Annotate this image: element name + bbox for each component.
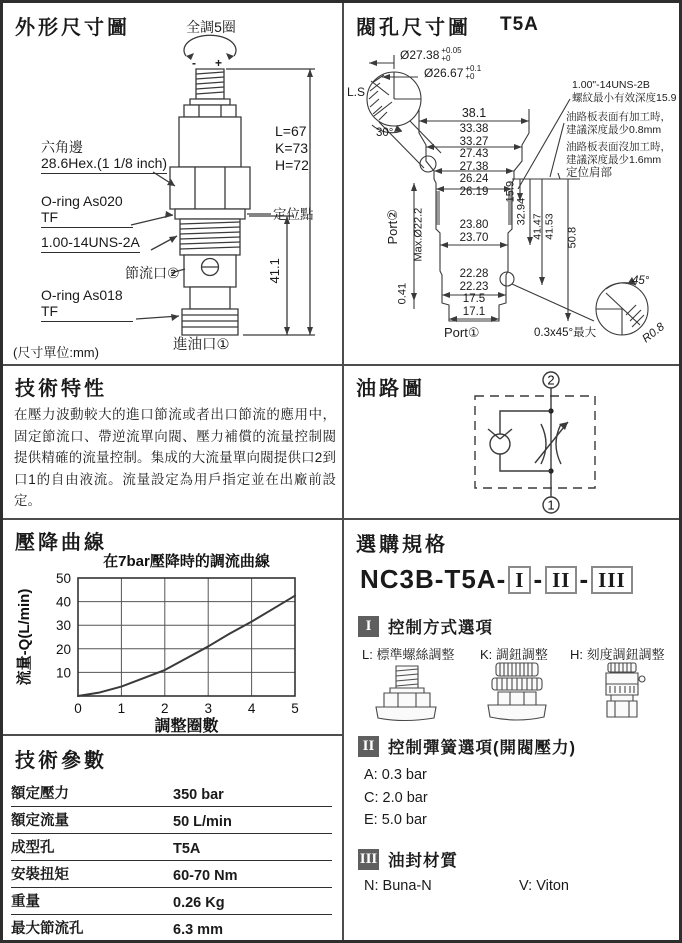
chamfer-label: 0.3x45°最大	[534, 327, 597, 339]
surface-note-machined: 油路板表面有加工時， 建議深度最少0.8mm	[566, 111, 671, 137]
ordering-title: 選購規格	[356, 534, 448, 556]
option-H-label: H: 刻度調鈕調整	[570, 647, 665, 662]
seal-material-header	[358, 847, 458, 871]
dia-26-67-tolerance: +0.1 +0	[465, 64, 482, 82]
dim-H: H=72	[275, 156, 309, 173]
spring-option-a: A: 0.3 bar	[364, 767, 427, 783]
dim-0-41: 0.41	[396, 282, 409, 305]
outline-title: 外形尺寸圖	[15, 17, 130, 39]
dia-27-38-tolerance: +0.05 +0	[441, 46, 462, 64]
oring018-label: O-ring As018	[41, 287, 123, 303]
table-row: 成型孔 T5A	[11, 834, 332, 861]
model-slot-2: II	[545, 566, 577, 594]
svg-text:4: 4	[247, 701, 256, 716]
roman-2-badge: II	[358, 736, 379, 757]
curve-section	[3, 520, 344, 736]
shoulder-label: 定位肩部	[566, 167, 612, 179]
svg-text:20: 20	[55, 641, 71, 657]
dia-26-67-value: Ø26.67	[424, 66, 464, 81]
ordering-section	[344, 520, 679, 940]
table-row: 安裝扭矩 60-70 Nm	[11, 861, 332, 888]
dim-41-1: 41.1	[267, 258, 283, 284]
table-row: 重量 0.26 Kg	[11, 888, 332, 915]
hex-label-line1: 六角邊	[41, 139, 83, 155]
svg-text:40: 40	[55, 594, 71, 610]
seal-option-n: N: Buna-N	[364, 878, 432, 894]
spring-option-header	[358, 734, 576, 758]
oring020-label: O-ring As020	[41, 193, 123, 209]
unit-note: (尺寸單位:mm)	[13, 345, 99, 360]
minus-mark: -	[192, 56, 196, 70]
roman-1-badge: I	[358, 616, 379, 637]
features-section	[3, 366, 344, 520]
model-slot-1: I	[508, 566, 531, 594]
model-code: NC3B-T5A - I - II - III	[360, 564, 635, 595]
model-slot-3: III	[591, 566, 633, 594]
specs-title: 技術參數	[15, 750, 107, 772]
circuit-port2-label: 2	[547, 372, 555, 388]
seal-material-title: 油封材質	[388, 852, 458, 870]
dim-23-80: 23.80 23.70	[459, 219, 489, 244]
angle-30-label: 30°	[376, 127, 394, 139]
svg-text:3: 3	[204, 701, 212, 716]
outline-dimension-section	[3, 3, 344, 366]
svg-text:10: 10	[55, 665, 71, 681]
svg-text:在7bar壓降時的調流曲線: 在7bar壓降時的調流曲線	[103, 553, 270, 570]
svg-text:5: 5	[291, 701, 299, 716]
adjust-option-l-drawing	[374, 664, 438, 724]
dia-27-38	[400, 47, 462, 64]
cavity-model: T5A	[500, 14, 539, 35]
inlet-port-label: 進油口①	[173, 337, 230, 353]
svg-text:50: 50	[55, 571, 71, 586]
port1-label: Port①	[444, 325, 480, 340]
specs-table	[11, 780, 332, 942]
svg-text:調整圈數: 調整圈數	[154, 718, 219, 734]
dim-17-5: 17.5 17.1	[462, 293, 486, 318]
full-adjust-label: 全調5圈	[186, 19, 236, 35]
thread-note: 1.00"-14UNS-2B 螺紋最小有效深度15.9	[572, 79, 677, 105]
spring-option-c: C: 2.0 bar	[364, 790, 428, 806]
dia-26-67	[424, 65, 481, 82]
features-title: 技術特性	[15, 378, 107, 400]
locating-point-label: 定位點	[273, 207, 314, 222]
surface-note-unmachined: 油路板表面沒加工時， 建議深度最少1.6mm	[566, 141, 671, 167]
oring020-tf-label: TF	[41, 209, 133, 228]
table-row: 最大節流孔 6.3 mm	[11, 915, 332, 942]
dim-22-28: 22.28 22.23	[459, 268, 489, 293]
features-body: 在壓力波動較大的進口節流或者出口節流的應用中，固定節流口、帶逆流單向閥、壓力補償的流量控制閥提供精確的流量控制。集成的大流量單向閥提供口2到口1的自由液流。流量設定為用戶指定並在出廠前設定。	[14, 407, 336, 509]
table-row: 額定流量 50 L/min	[11, 807, 332, 834]
adjust-option-h-drawing	[596, 662, 648, 724]
lkh-dims	[275, 123, 309, 173]
svg-text:30: 30	[55, 618, 71, 634]
dim-26-24: 26.24 26.19	[459, 173, 489, 198]
circuit-title: 油路圖	[356, 378, 425, 400]
throttle-port-label: 節流口②	[125, 265, 180, 281]
oring018-tf-label: TF	[41, 303, 133, 322]
spring-option-title: 控制彈簧選項(開閥壓力)	[388, 739, 576, 757]
table-row: 額定壓力 350 bar	[11, 780, 332, 807]
plus-mark: +	[215, 56, 223, 70]
model-prefix: NC3B-T5A	[360, 564, 497, 594]
ls-label: L.S	[347, 85, 366, 99]
max-dia-label: Max.Ø22.2	[412, 207, 425, 262]
dim-38-1: 38.1	[461, 106, 487, 120]
cavity-title: 閥孔尺寸圖	[356, 17, 471, 39]
adjust-option-k-drawing	[484, 662, 550, 724]
hex-label-line2: 28.6Hex.(1 1/8 inch)	[41, 155, 167, 174]
specs-section	[3, 736, 344, 940]
dia-27-38-value: Ø27.38	[400, 48, 440, 63]
r0-8-label: R0.8	[640, 320, 667, 346]
dim-50-8: 50.8	[566, 226, 579, 249]
dim-41-47: 41.47 41.53	[531, 213, 555, 240]
cavity-dimension-section	[344, 3, 679, 366]
dim-L: L=67	[275, 123, 307, 139]
svg-text:流量-Q(L/min): 流量-Q(L/min)	[16, 588, 33, 686]
control-option-header	[358, 614, 493, 638]
dim-33-38: 33.38 33.27	[459, 123, 489, 148]
dim-K: K=73	[275, 139, 309, 156]
control-option-title: 控制方式選項	[388, 619, 493, 637]
circuit-port1-label: 1	[547, 497, 555, 513]
dim-27-43: 27.43 27.38	[459, 148, 489, 173]
option-L-label: L: 標準螺絲調整	[362, 647, 455, 662]
dim-32-94: 32.94	[515, 197, 528, 226]
curve-title: 壓降曲線	[15, 532, 107, 554]
svg-text:2: 2	[161, 701, 169, 716]
seal-option-v: V: Viton	[519, 878, 569, 894]
svg-text:1: 1	[117, 701, 126, 716]
svg-text:0: 0	[74, 701, 82, 716]
option-K-label: K: 調鈕調整	[480, 647, 548, 662]
spring-option-e: E: 5.0 bar	[364, 812, 427, 828]
thread-spec-label: 1.00-14UNS-2A	[41, 234, 140, 253]
dim-15-9: 15.9	[504, 180, 517, 203]
roman-3-badge: III	[358, 849, 379, 870]
circuit-section	[344, 366, 679, 520]
angle-45-label: 45°	[632, 275, 650, 287]
port2-label: Port②	[385, 209, 401, 245]
